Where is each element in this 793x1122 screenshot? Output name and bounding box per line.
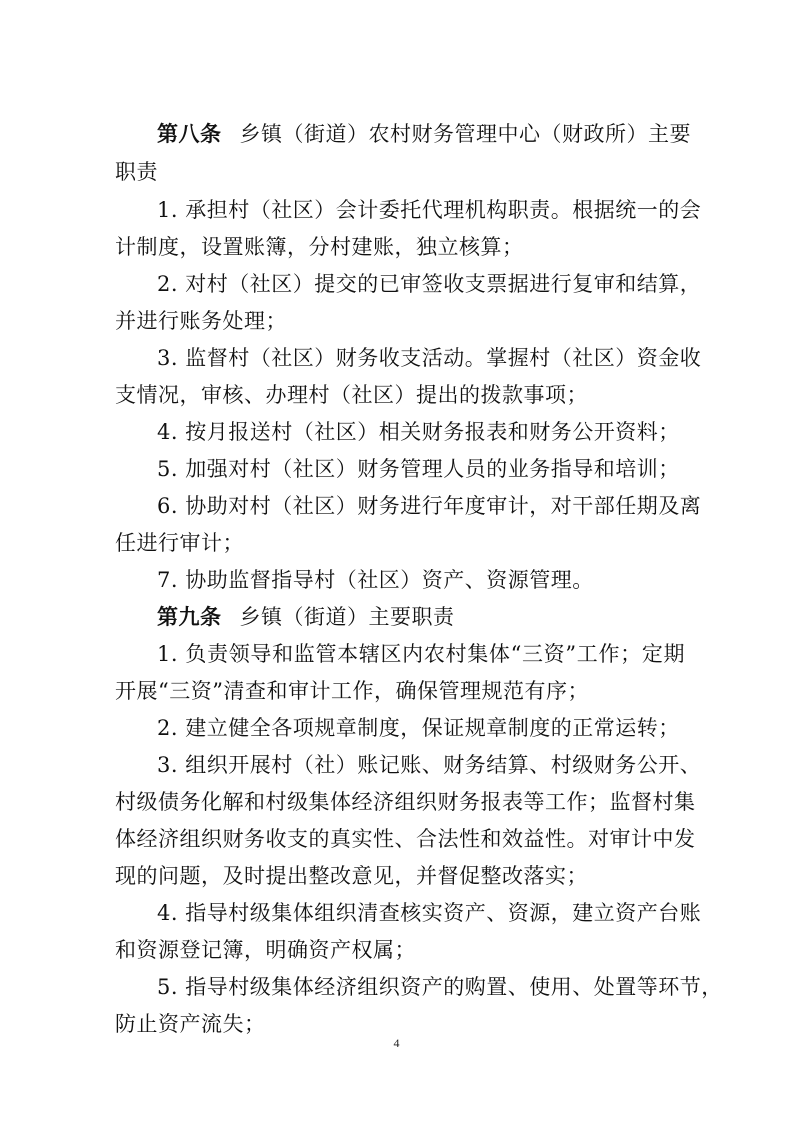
article9-heading [115,599,685,635]
article8-title: 乡镇（街道）农村财务管理中心（财政所）主要 [239,122,691,146]
article9-item-3-line-4: 现的问题，及时提出整改意见，并督促整改落实； [115,864,588,888]
article8-item-6-line-2: 任进行审计； [115,531,244,555]
article8-item-3-line-2: 支情况，审核、办理村（社区）提出的拨款事项； [115,383,588,407]
article9-item-4-line-1: 4. 指导村级集体组织清查核实资产、资源，建立资产台账 [157,901,702,925]
article8-item-6-line-1: 6. 协助对村（社区）财务进行年度审计，对干部任期及离 [157,494,702,518]
article9-item-1-line-2: 开展“三资”清查和审计工作，确保管理规范有序； [115,679,589,703]
article9-item-4-line-2: 和资源登记簿，明确资产权属； [115,938,416,962]
article8-heading [115,116,691,152]
article8-title-cont: 职责 [115,160,158,184]
article8-item-1-line-1: 1. 承担村（社区）会计委托代理机构职责。根据统一的会 [157,198,702,222]
article9-item-3-line-1: 3. 组织开展村（社）账记账、财务结算、村级财务公开、 [157,753,702,777]
article8-item-3-line-1: 3. 监督村（社区）财务收支活动。掌握村（社区）资金收 [157,346,702,370]
article8-item-2-line-1: 2. 对村（社区）提交的已审签收支票据进行复审和结算， [157,272,702,296]
article9-item-5-line-1: 5. 指导村级集体经济组织资产的购置、使用、处置等环节， [157,975,723,999]
article8-item-7: 7. 协助监督指导村（社区）资产、资源管理。 [157,568,594,592]
article9-item-3-line-3: 体经济组织财务收支的真实性、合法性和效益性。对审计中发 [115,827,696,851]
article8-item-4: 4. 按月报送村（社区）相关财务报表和财务公开资料； [157,420,680,444]
article8-item-1-line-2: 计制度，设置账簿，分村建账，独立核算； [115,235,524,259]
article9-item-2: 2. 建立健全各项规章制度，保证规章制度的正常运转； [157,716,680,740]
article9-item-1-line-1: 1. 负责领导和监管本辖区内农村集体“三资”工作；定期 [157,642,685,666]
article8-label: 第八条 [157,121,222,146]
article9-title: 乡镇（街道）主要职责 [239,605,455,629]
article8-item-5: 5. 加强对村（社区）财务管理人员的业务指导和培训； [157,457,680,481]
page-number: 4 [393,1036,400,1050]
article8-item-2-line-2: 并进行账务处理； [115,309,287,333]
article9-item-5-line-2: 防止资产流失； [115,1012,266,1036]
article9-item-3-line-2: 村级债务化解和村级集体经济组织财务报表等工作；监督村集 [115,790,696,814]
article9-label: 第九条 [157,604,222,629]
